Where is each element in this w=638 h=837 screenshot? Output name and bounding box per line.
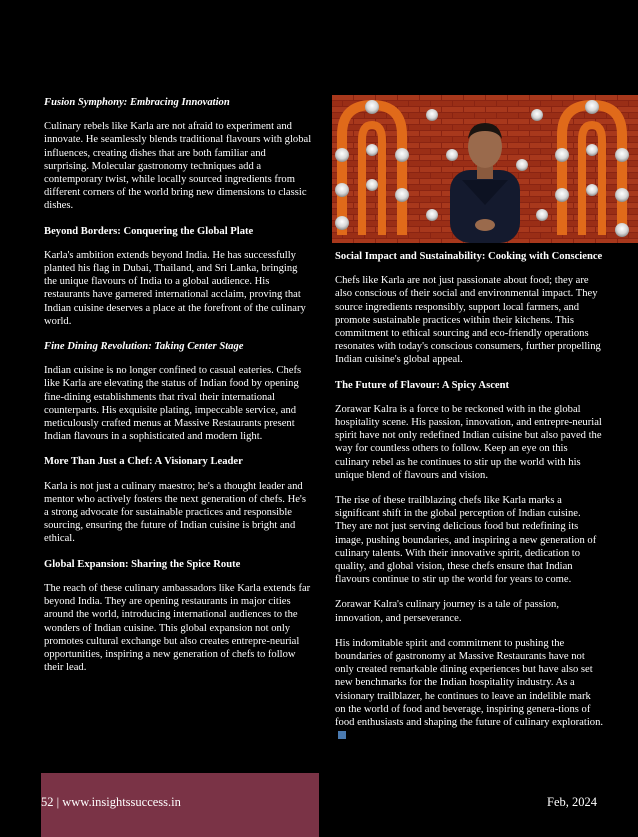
section-heading: The Future of Flavour: A Spicy Ascent (335, 379, 510, 391)
section-heading: Fine Dining Revolution: Taking Center Stage (44, 341, 244, 353)
end-mark-icon (338, 731, 346, 739)
section-body: Karla's ambition extends beyond India. He has successfully planted his flag in Dubai, Thailand, and Sri Lanka, bringing the unique flavours of India to a global audience. His restaurants have garnered international acclaim, proving that Indian cuisine deserves a place at the forefront of the culinary world. (44, 249, 306, 327)
section-body: The rise of these trailblazing chefs like Karla marks a significant shift in the global perception of Indian cuisine. They are not just serving delicious food but redefining its image, pushing boundaries, and inspiring a new generation of culinary talents. With their innovative spirit, dedication to quality, and global vision, these chefs ensure that Indian flavours continue to stir up the world for years to come. (335, 495, 597, 586)
section-body: Zorawar Kalra is a force to be reckoned with in the global hospitality scene. His passion, innovation, and entrepre-neurial spirit have not only redefined Indian cuisine but also paved the way for countless others to follow. Keep an eye on this culinary rebel as he continues to stir up the world with his unique blend of flavours and vision. (335, 403, 602, 481)
section-body-final (335, 637, 603, 743)
section-body: Culinary rebels like Karla are not afraid to experiment and innovate. He seamlessly blends traditional flavours with global influences, creating dishes that are both familiar and surprising. Molecular gastronomy techniques add a contemporary twist, while locally sourced ingredients from different corners of the world bring new dimensions to classic dishes. (44, 121, 312, 212)
chef-photo (332, 95, 638, 243)
footer-date: Feb, 2024 (547, 795, 597, 809)
chef-photo-illustration (332, 95, 638, 243)
section-body: The reach of these culinary ambassadors like Karla extends far beyond India. They are opening restaurants in major cities around the world, introducing international audiences to the wonders of Indian cuisine. This global expansion not only promotes cultural exchange but also creates entrepre-neurial opportunities, inspiring a new generation of chefs to follow their lead. (44, 582, 311, 674)
footer-page-site: 52 | www.insightssuccess.in (41, 795, 181, 809)
final-paragraph-text: His indomitable spirit and commitment to pushing the boundaries of gastronomy at Massive Restaurants have not only created remarkable dining experiences but have also set new benchmarks for the Indian hospitality industry. As a visionary trailblazer, he continues to leave an indelible mark on the world of food and beverage, inspiring genera-tions of food enthusiasts and shaping the future of culinary exploration. (335, 637, 604, 729)
left-column (44, 96, 312, 686)
section-body: Chefs like Karla are not just passionate about food; they are also conscious of their social and environmental impact. They source ingredients responsibly, support local farmers, and promote sustainable practices within their kitchens. This commitment to ethical sourcing and eco-friendly operations resonates with today's conscious consumers, further propelling Indian cuisine's global appeal. (335, 275, 601, 366)
section-body: Zorawar Kalra's culinary journey is a tale of passion, innovation, and perseverance. (335, 599, 560, 624)
section-heading: Fusion Symphony: Embracing Innovation (44, 97, 230, 108)
section-body: Karla is not just a culinary maestro; he's a thought leader and mentor who actively fosters the next generation of chefs. He's a strong advocate for sustainable practices and responsible sourcing, ensuring the future of Indian cuisine is bright and ethical. (44, 480, 306, 545)
section-heading: Beyond Borders: Conquering the Global Plate (44, 225, 254, 237)
section-body: Indian cuisine is no longer confined to casual eateries. Chefs like Karla are elevating the status of Indian food by opening fine-dining establishments that rival their international counterparts. His exquisite plating, impeccable service, and meticulously crafted menus at Massive Restaurants present Indian flavours in a sophisticated and modern light. (44, 365, 302, 443)
section-heading: Social Impact and Sustainability: Cooking with Conscience (335, 251, 603, 262)
right-column (335, 250, 603, 755)
section-heading: More Than Just a Chef: A Visionary Leader (44, 456, 243, 468)
section-heading: Global Expansion: Sharing the Spice Route (44, 558, 241, 570)
